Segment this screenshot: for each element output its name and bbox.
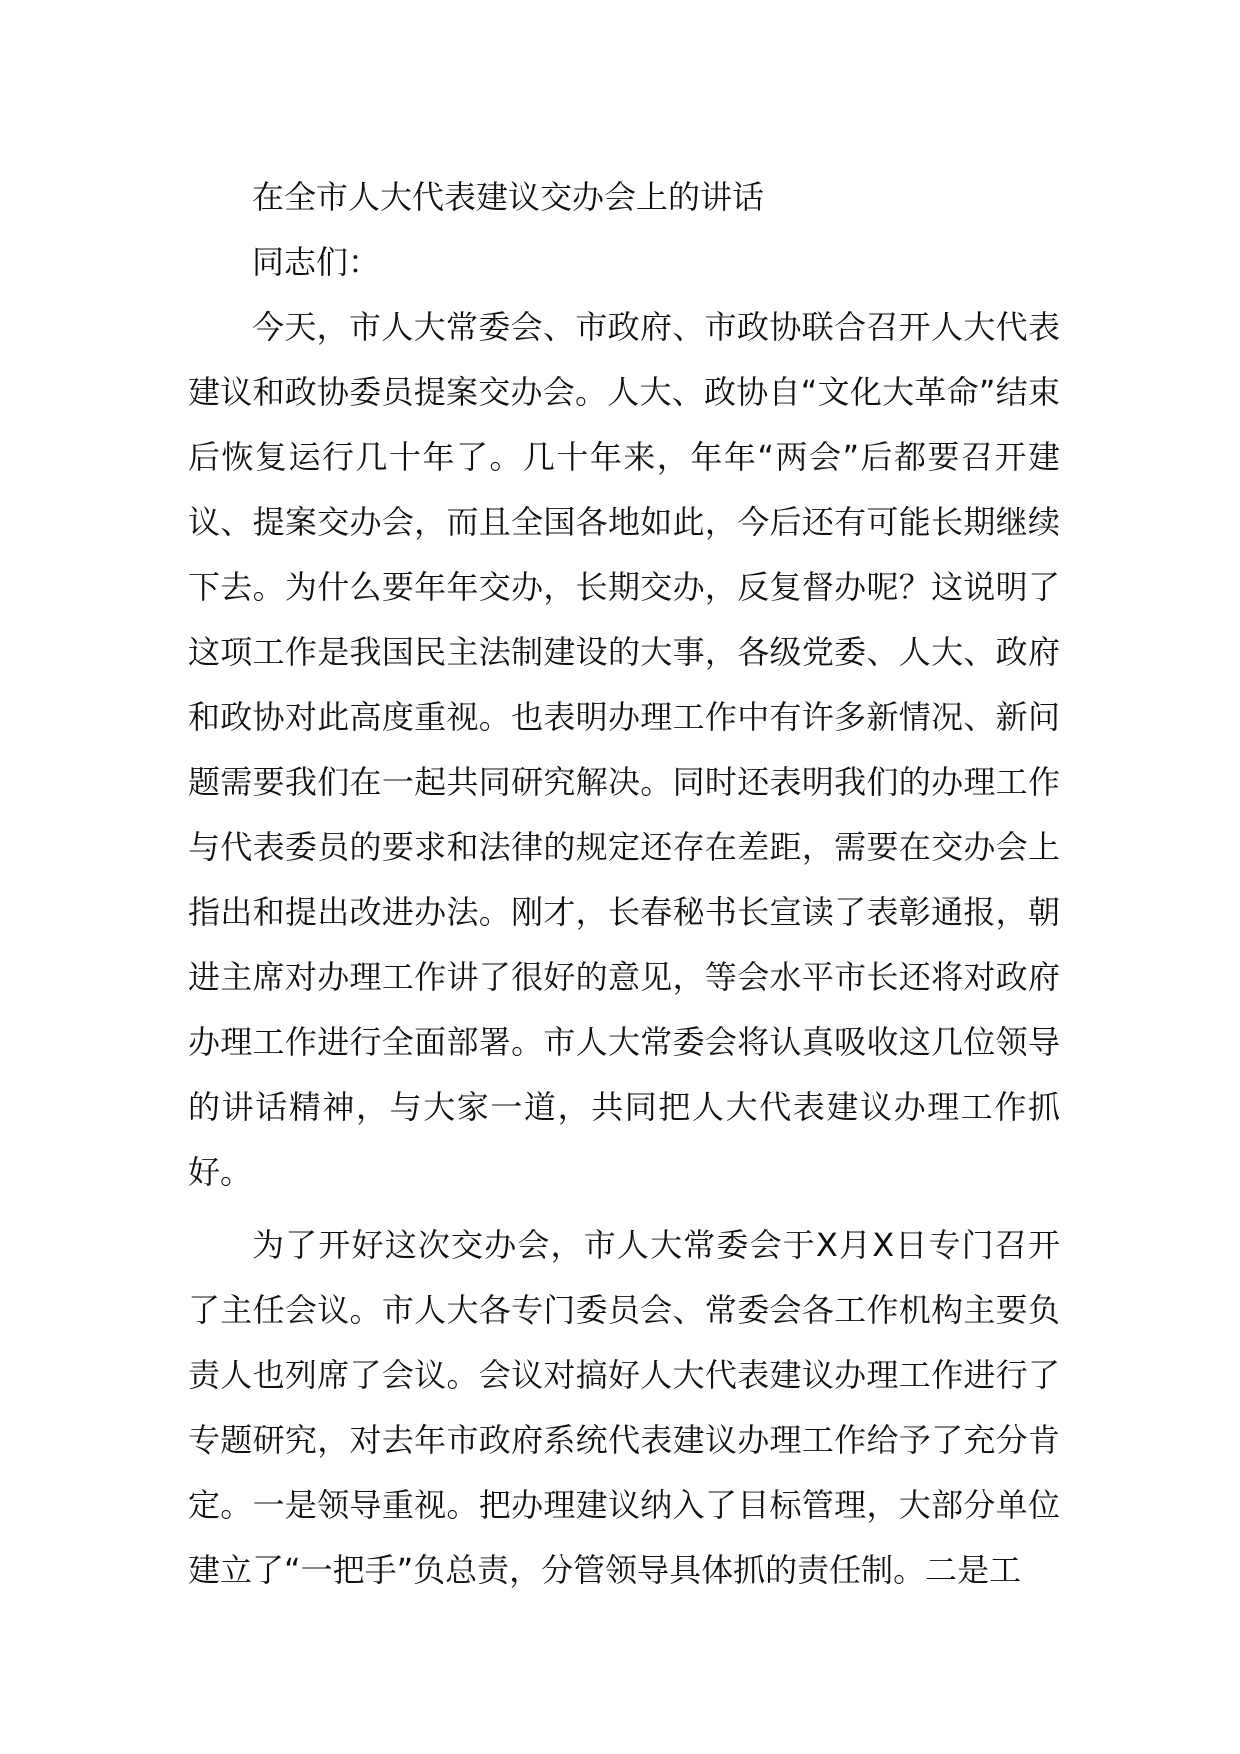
paragraph-2: 为了开好这次交办会，市人大常委会于X月X日专门召开了主任会议。市人大各专门委员会、常委会各工作机构主要负责人也列席了会议。会议对搞好人大代表建议办理工作进行了专题研究，对去年市政府系统代表建议办理工作给予了充分肯定。一是领导重视。把办理建议纳入了目标管理，大部分单位建立了“一把手”负总责，分管领导具体抓的责任制。二是工 — [188, 1226, 1060, 1589]
document-body — [188, 165, 1060, 1603]
salutation: 同志们： — [252, 243, 381, 281]
document-title: 在全市人大代表建议交办会上的讲话 — [252, 178, 765, 216]
paragraph-1: 今天，市人大常委会、市政府、市政协联合召开人大代表建议和政协委员提案交办会。人大、政协自“文化大革命”结束后恢复运行几十年了。几十年来，年年“两会”后都要召开建议、提案交办会，而且全国各地如此，今后还有可能长期继续下去。为什么要年年交办，长期交办，反复督办呢？这说明了这项工作是我国民主法制建设的大事，各级党委、人大、政府和政协对此高度重视。也表明办理工作中有许多新情况、新问题需要我们在一起共同研究解决。同时还表明我们的办理工作与代表委员的要求和法律的规定还存在差距，需要在交办会上指出和提出改进办法。刚才，长春秘书长宣读了表彰通报，朝进主席对办理工作讲了很好的意见，等会水平市长还将对政府办理工作进行全面部署。市人大常委会将认真吸收这几位领导的讲话精神，与大家一道，共同把人大代表建议办理工作抓好。 — [188, 308, 1060, 1191]
